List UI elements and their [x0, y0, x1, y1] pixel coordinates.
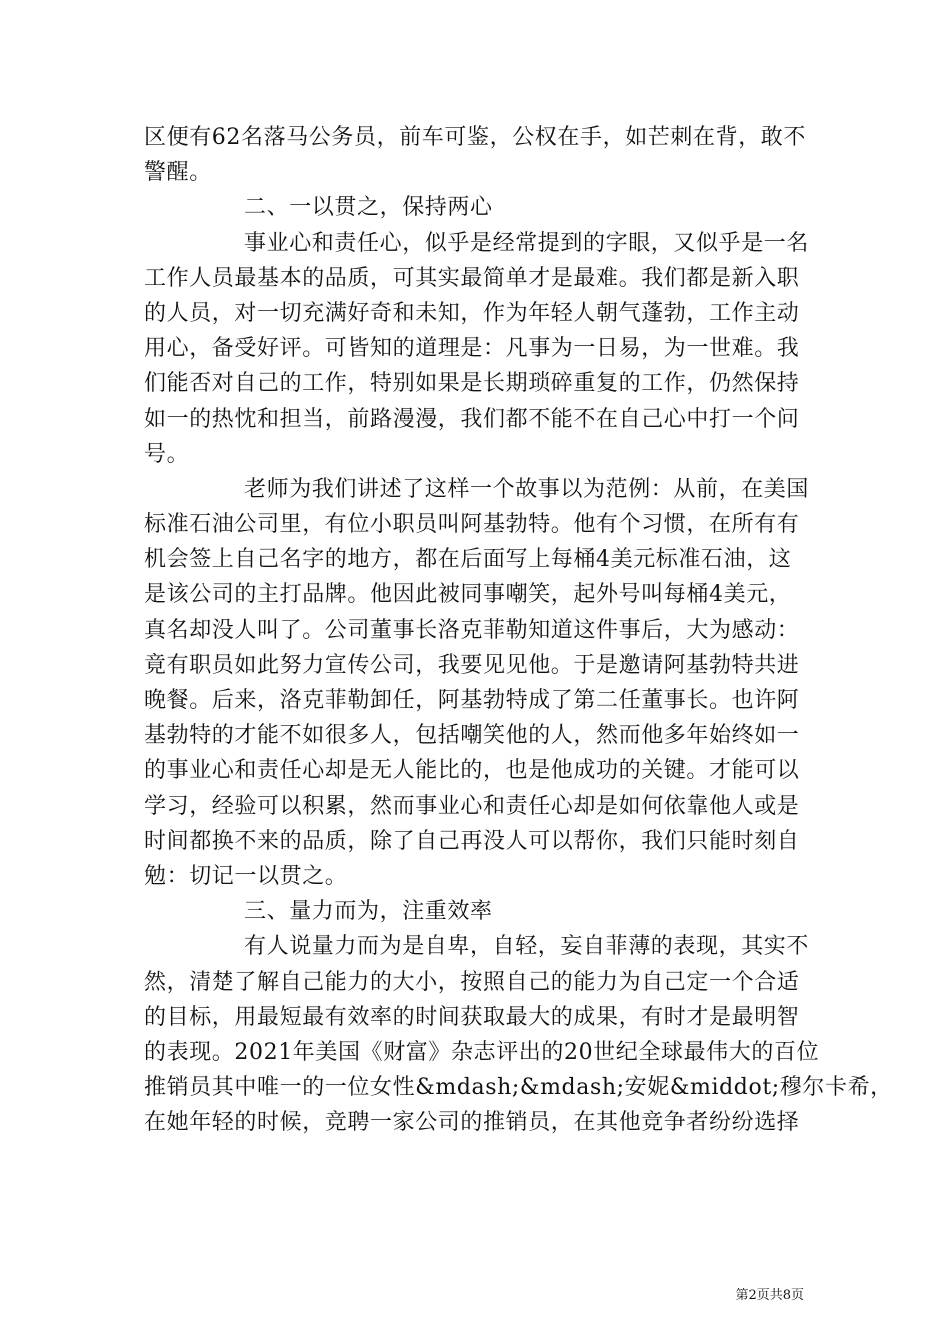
text-line: 警醒。 — [144, 160, 212, 186]
text-line: 事业心和责任心，似乎是经常提到的字眼，又似乎是一名 — [244, 230, 810, 256]
text-line: 基勃特的才能不如很多人，包括嘲笑他的人，然而他多年始终如一 — [144, 723, 800, 749]
text-line: 晚餐。后来，洛克菲勒卸任，阿基勃特成了第二任董事长。也许阿 — [144, 688, 800, 713]
document-body — [144, 120, 893, 1140]
text-line: 如一的热忱和担当，前路漫漫，我们都不能不在自己心中打一个问 — [144, 406, 800, 432]
text-line: 勉：切记一以贯之。 — [144, 863, 348, 889]
text-line: 竟有职员如此努力宣传公司，我要见见他。于是邀请阿基勃特共进 — [144, 652, 800, 678]
text-line: 的表现。2021年美国《财富》杂志评出的20世纪全球最伟大的百位 — [144, 1039, 820, 1065]
text-line: 的人员，对一切充满好奇和未知，作为年轻人朝气蓬勃，工作主动 — [144, 300, 800, 326]
text-line: 推销员其中唯一的一位女性&mdash;&mdash;安妮&middot;穆尔卡希， — [144, 1075, 893, 1101]
page-number: 第2页共8页 — [735, 1288, 804, 1303]
text-line: 真名却没人叫了。公司董事长洛克菲勒知道这件事后，大为感动： — [144, 617, 800, 643]
text-line: 的事业心和责任心却是无人能比的，也是他成功的关键。才能可以 — [144, 758, 800, 784]
text-line: 机会签上自己名字的地方，都在后面写上每桶4美元标准石油，这 — [144, 547, 792, 573]
section-heading: 三、量力而为，注重效率 — [244, 899, 493, 925]
text-line: 学习，经验可以积累，然而事业心和责任心却是如何依靠他人或是 — [144, 793, 800, 819]
text-line: 老师为我们讲述了这样一个故事以为范例：从前，在美国 — [244, 476, 810, 502]
text-line: 号。 — [144, 441, 190, 467]
text-line: 的目标，用最短最有效率的时间获取最大的成果，有时才是最明智 — [144, 1004, 800, 1030]
text-line: 有人说量力而为是自卑，自轻，妄自菲薄的表现，其实不 — [244, 934, 810, 960]
text-line: 在她年轻的时候，竞聘一家公司的推销员，在其他竞争者纷纷选择 — [144, 1110, 800, 1136]
text-line: 工作人员最基本的品质，可其实最简单才是最难。我们都是新入职 — [144, 265, 800, 291]
text-line: 时间都换不来的品质，除了自己再没人可以帮你，我们只能时刻自 — [144, 828, 800, 854]
text-line: 标准石油公司里，有位小职员叫阿基勃特。他有个习惯，在所有有 — [144, 512, 800, 538]
text-line: 用心，备受好评。可皆知的道理是：凡事为一日易，为一世难。我 — [144, 336, 800, 362]
text-line: 是该公司的主打品牌。他因此被同事嘲笑，起外号叫每桶4美元， — [144, 582, 792, 608]
text-line: 们能否对自己的工作，特别如果是长期琐碎重复的工作，仍然保持 — [144, 371, 800, 397]
section-heading: 二、一以贯之，保持两心 — [244, 195, 493, 221]
text-line: 区便有62名落马公务员，前车可鉴，公权在手，如芒刺在背，敢不 — [144, 125, 806, 150]
text-line: 然，清楚了解自己能力的大小，按照自己的能力为自己定一个合适 — [144, 969, 800, 995]
